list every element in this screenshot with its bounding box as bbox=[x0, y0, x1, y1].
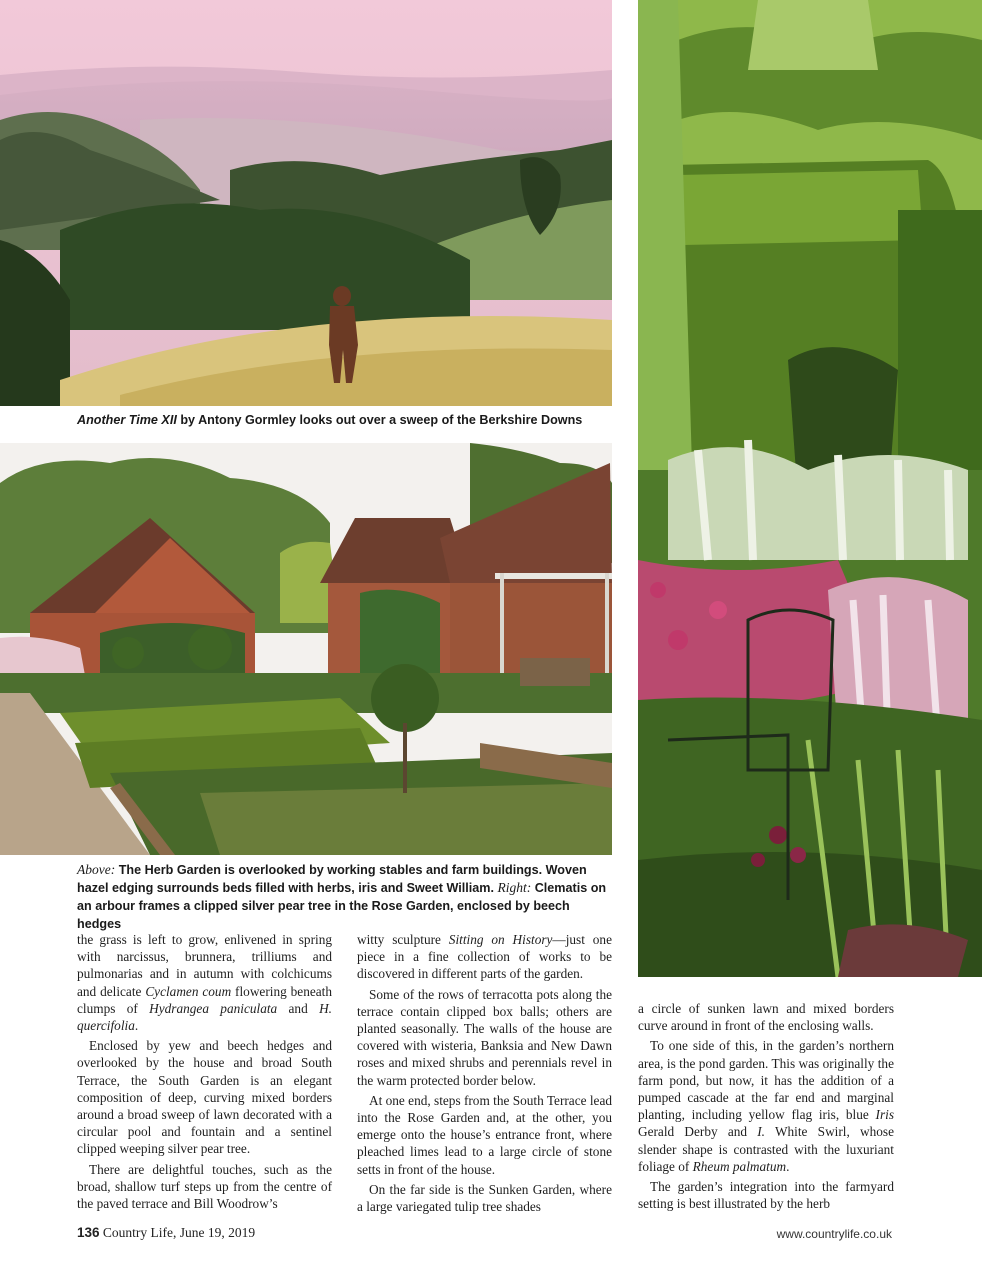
caption-middle bbox=[77, 861, 612, 933]
col2-p1-text-a: witty sculpture bbox=[357, 932, 449, 947]
col1-paragraph-3: There are delightful touches, such as the broad, shallow turf steps up from the centre of the paved terrace and Bill Woodrow’s bbox=[77, 1161, 332, 1212]
caption-middle-text2: Clematis on an arbour frames a clipped silver pear tree in the Rose Garden, enclosed by beech hedges bbox=[77, 881, 607, 931]
col3-paragraph-2 bbox=[638, 1037, 894, 1175]
publication-date: Country Life, June 19, 2019 bbox=[99, 1225, 256, 1240]
caption-above-label: Above: bbox=[77, 862, 116, 877]
photo-rose-garden bbox=[638, 0, 982, 977]
col1-p1-text-c: flowering beneath clumps of bbox=[77, 983, 332, 1016]
col3-p2-text-g: . bbox=[786, 1158, 790, 1174]
col3-p2-text-e: White Swirl, whose slender shape is contrasted with the luxuriant foliage of bbox=[638, 1124, 894, 1174]
col2-p1-italic-b: Sitting on History bbox=[448, 932, 553, 947]
col1-p1-italic-f: H. quercifolia bbox=[77, 1000, 332, 1034]
folio bbox=[77, 1225, 255, 1241]
caption-top-title: Another Time XII bbox=[77, 413, 177, 427]
col3-p2-italic-d: I. bbox=[757, 1124, 765, 1140]
col3-p2-text-a: To one side of this, in the garden’s northern area, is the pond garden. This was originally the farm pond, but now, it has the addition of a pumped cascade at the far end and marginal planting, including yellow flag iris, blue bbox=[638, 1038, 894, 1123]
col2-paragraph-1 bbox=[357, 931, 612, 983]
col2-p1-text-c: —just one piece in a fine collection of works to be discovered in different parts of the garden. bbox=[357, 932, 612, 982]
col1-paragraph-1 bbox=[77, 931, 332, 1034]
photo-herb-garden bbox=[0, 443, 612, 855]
col3-p2-italic-f: Rheum palmatum bbox=[692, 1158, 787, 1174]
text-column-1 bbox=[77, 931, 332, 1212]
col1-p1-text-e: and bbox=[277, 1000, 320, 1016]
caption-middle-text1: The Herb Garden is overlooked by working stables and farm buildings. Woven hazel edging surrounds beds filled with herbs, iris and Sweet William. bbox=[77, 863, 587, 895]
col1-paragraph-2: Enclosed by yew and beech hedges and overlooked by the house and broad South Terrace, the South Garden is an elegant composition of deep, curving mixed borders around a broad sweep of lawn decorated with a circular pool and fountain and a sentinel clipped weeping silver pear tree. bbox=[77, 1038, 332, 1157]
text-column-3 bbox=[638, 1000, 894, 1212]
col3-paragraph-1: a circle of sunken lawn and mixed borders curve around in front of the enclosing walls. bbox=[638, 1001, 894, 1034]
photo-downs-sculpture bbox=[0, 0, 612, 406]
col1-p1-text-a: the grass is left to grow, enlivened in spring with narcissus, brunnera, trilliums and pulmonarias and in autumn with colchicums and delicate bbox=[77, 932, 332, 999]
caption-top bbox=[77, 411, 617, 429]
website-url: www.countrylife.co.uk bbox=[776, 1227, 892, 1241]
caption-top-text: by Antony Gormley looks out over a sweep of the Berkshire Downs bbox=[176, 413, 583, 427]
page-number: 136 bbox=[77, 1225, 100, 1240]
col3-p2-text-c: Gerald Derby and bbox=[638, 1124, 758, 1140]
col2-paragraph-3: At one end, steps from the South Terrace lead into the Rose Garden and, at the other, you emerge onto the house’s entrance front, where pleached limes lead to a large circle of stone setts in front of the house. bbox=[357, 1092, 612, 1177]
col3-paragraph-3: The garden’s integration into the farmyard setting is best illustrated by the herb bbox=[638, 1179, 894, 1212]
col2-paragraph-4: On the far side is the Sunken Garden, where a large variegated tulip tree shades bbox=[357, 1181, 612, 1215]
col2-paragraph-2: Some of the rows of terracotta pots along the terrace contain clipped box balls; others are planted seasonally. The walls of the house are covered with wisteria, Banksia and New Dawn roses and mixed shrubs and perennials revel in the warm protected border below. bbox=[357, 986, 612, 1088]
col1-p1-italic-b: Cyclamen coum bbox=[145, 983, 232, 999]
caption-right-label: Right: bbox=[497, 880, 532, 895]
col3-p2-italic-b: Iris bbox=[875, 1107, 894, 1123]
col1-p1-text-g: . bbox=[134, 1018, 139, 1034]
col1-p1-italic-d: Hydrangea paniculata bbox=[149, 1000, 278, 1016]
text-column-2 bbox=[357, 931, 612, 1215]
